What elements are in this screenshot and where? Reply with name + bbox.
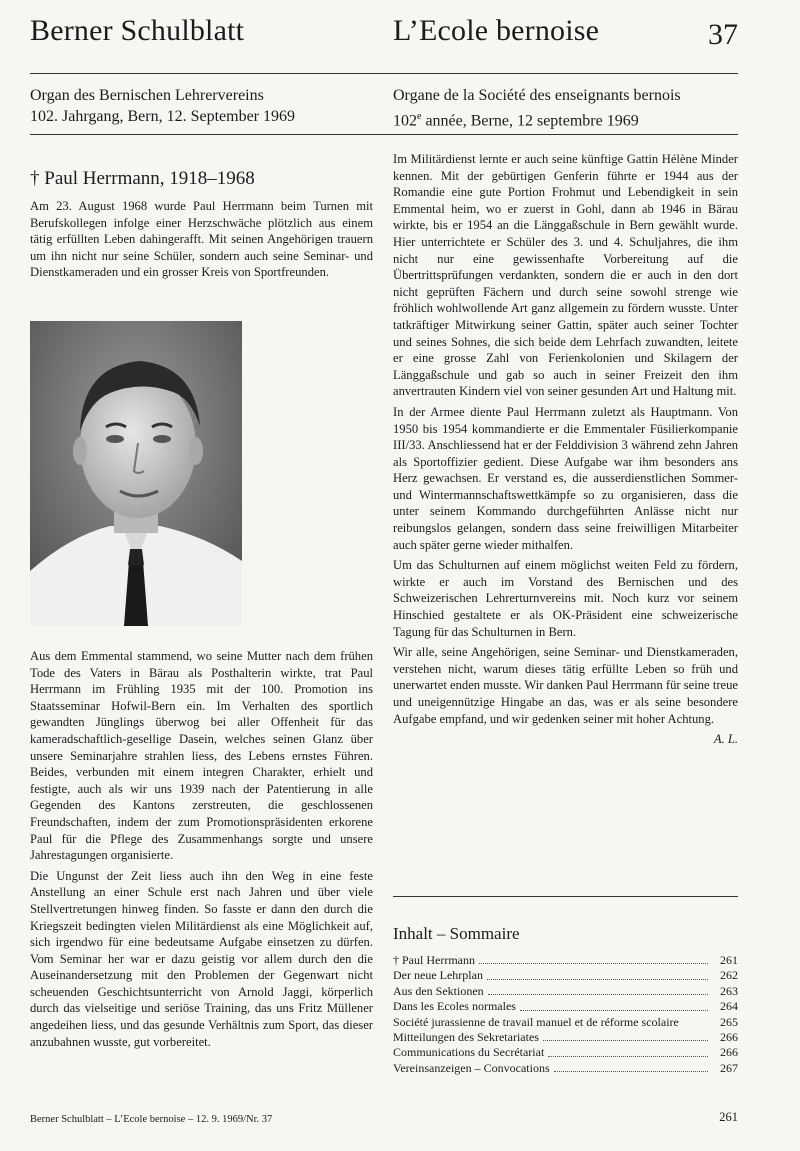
article-paragraph: Im Militärdienst lernte er auch seine künftige Gattin Hélène Minder kennen. Mit der gebürtigen Genferin führte er 1944 aus der Romandie eine gute Portion Frohmut und Lebendigkeit in sein Emmental heim, wo er zuerst in Gohl, dann ab 1946 in Bärau wirkte, bis er 1954 an die Länggaßschule in Bern gewählt wurde. Hier unterrichtete er Schüler des 3. und 4. Schuljahres, die ihm nicht nur eine gewissenhafte Vorbereitung auf die Übertrittsprüfungen verdankten, sondern die er auch in den dort nicht geprüften Fächern und durch seine sowohl strenge wie fröhlich wohlwollende Art ganz allgemein zu fördern wusste. Unter tatkräftiger Mitwirkung seiner Gattin, später auch seiner Tochter und seines Sohnes, die sich beide dem Lehrfach zuwandten, leitete er eine grosse Zahl von Ferienkolonien und Skilagern der Länggaßschule und gab so auch in seiner Freizeit den ihm anvertrauten Kindern viel von seiner gesunden Art und Haltung mit. (393, 152, 738, 399)
article-paragraph: Aus dem Emmental stammend, wo seine Mutter nach dem frühen Tode des Vaters in Bärau als Posthalterin wirkte, trat Paul Herrmann im Frühling 1935 mit der 100. Promotion ins Staatsseminar Hofwil-Bern ein. Im Verhalten des sportlich gewandten Jünglings überwog bei aller Offenheit für das kameradschaftlich-gesellige Dasein, welches seinen Glanz über unsere Seminarjahre strahlen liess, des Lebens ernstes Führen. Beides, verbunden mit einem integren Charakter, erhielt und festigte, auch als wir uns 1939 nach der Patentierung in alle Gegenden des Kantons zerstreuten, die geschlossenen Freundschaften, indem der zum Promotionspräsidenten erkorene Paul für die Pflege des Zusammenhangs sorgte und unsere Jahrestagungen organisierte. (30, 649, 373, 863)
contents-item (393, 984, 738, 999)
contents-item-label: Communications du Secrétariat (393, 1045, 545, 1060)
article-intro-paragraph: Am 23. August 1968 wurde Paul Herrmann beim Turnen mit Berufskollegen infolge einer Herzschwäche plötzlich aus einem tätig erfüllten Leben dahingerafft. Mit seinen Angehörigen trauern um ihn nicht nur seine Schüler, sondern auch seine Seminar- und Dienstkameraden und ein grosser Kreis von Sportfreunden. (30, 199, 373, 280)
organ-de-line1: Organ des Bernischen Lehrervereins (30, 87, 264, 104)
article-paragraph: Um das Schulturnen auf einem möglichst weiten Feld zu fördern, wirkte er auch im Vorstand des Bernischen und des Schweizerischen Lehrerturnvereins mit. Noch kurz vor seinem Hinschied gestaltete er als OK-Präsident eine schweizerische Tagung für das Schulturnen in Bern. (393, 558, 738, 639)
contents-dots (479, 963, 708, 964)
contents-item-page: 261 (720, 953, 738, 967)
contents-item-page: 264 (720, 999, 738, 1014)
contents-item (393, 953, 738, 968)
footer-page-number: 261 (719, 1110, 738, 1124)
contents-item-label: † Paul Herrmann (393, 953, 475, 967)
portrait-photo (30, 321, 242, 626)
contents-item-page: 266 (720, 1045, 738, 1060)
contents-dots (554, 1071, 708, 1072)
contents-dots (488, 994, 708, 995)
portrait-image (30, 321, 242, 626)
contents-item (393, 999, 738, 1014)
contents-item-page: 266 (720, 1030, 738, 1045)
contents-item (393, 1061, 738, 1076)
article-paragraph: Die Ungunst der Zeit liess auch ihn den Weg in eine feste Anstellung an einer Schule erst nach Jahren und über viele Stellvertretungen hinweg finden. So fasste er dann den durch die Kriegszeit bedingten vielen Militärdienst als eine Möglichkeit auf, sich irgendwo für eine bedeutsame Aufgabe einsetzen zu dürfen. Vom Seminar her war er dazu geistig vor allem durch den die Auseinandersetzung mit den Problemen der Gegenwart nicht scheuenden Geschichtsunterricht von Arnold Jaggi, körperlich durch das vielseitige und seriöse Training, das uns Fritz Müllener angedeihen liess, und das gesunde Verhältnis zum Sport, das dieser anzubahnen wusste, gut vorbereitet. (30, 868, 373, 1049)
organ-fr-year-number: 102 (393, 112, 417, 130)
contents-item-label: Mitteilungen des Sekretariates (393, 1030, 539, 1045)
contents-item-label: Aus den Sektionen (393, 983, 484, 998)
article-right-column (393, 151, 738, 748)
contents-dots (543, 1040, 708, 1041)
article-intro (30, 198, 373, 281)
organ-rule (30, 134, 738, 135)
page-footer: Berner Schulblatt – L’Ecole bernoise – 12. 9. 1969/Nr. 37 (30, 1114, 273, 1125)
organ-fr-line2 (393, 106, 738, 131)
contents-item-label: Dans les Ecoles normales (393, 999, 516, 1014)
organ-fr (393, 85, 738, 131)
contents-rule (393, 896, 738, 897)
organ-fr-date: année, Berne, 12 septembre 1969 (421, 112, 639, 130)
contents-dots (487, 979, 708, 980)
contents-item (393, 1045, 738, 1060)
contents-item-label: Société jurassienne de travail manuel et de réforme scolaire (393, 1014, 679, 1029)
organ-de-line2: 102. Jahrgang, Bern, 12. September 1969 (30, 108, 295, 125)
article-left-column (30, 648, 373, 1050)
contents-item-page: 265 (720, 1014, 738, 1029)
contents-title: Inhalt – Sommaire (393, 924, 520, 943)
organ-de (30, 85, 375, 127)
issue-number: 37 (708, 18, 738, 51)
contents-dots (548, 1056, 708, 1057)
article-title: † Paul Herrmann, 1918–1968 (30, 168, 255, 189)
masthead-title-de: Berner Schulblatt (30, 14, 245, 47)
organ-fr-line1: Organe de la Société des enseignants bernois (393, 87, 681, 104)
masthead-title-fr: L’Ecole bernoise (393, 14, 600, 47)
contents-list (393, 953, 738, 1076)
contents-item (393, 1030, 738, 1045)
contents-item-label: Der neue Lehrplan (393, 968, 483, 983)
article-signature: A. L. (713, 732, 738, 747)
article-paragraph: In der Armee diente Paul Herrmann zuletzt als Hauptmann. Von 1950 bis 1954 kommandierte er die Emmentaler Füsilierkompanie III/33. Anschliessend hat er der Felddivision 3 während zehn Jahren als Sportoffizier gedient. Diese Aufgabe war ihm besonders ans Herz gewachsen. Er verstand es, die ausserdienstlichen Sommer- und Wintermannschaftswettkämpfe so zu organisieren, dass die unter seinem Kommando durchgeführten Anlässe nicht nur reibungslos gelangen, sondern dass seine freiwilligen Mitarbeiter auch später gerne wieder mithalfen. (393, 404, 738, 552)
contents-item-page: 267 (720, 1060, 738, 1075)
article-paragraph: Wir alle, seine Angehörigen, seine Seminar- und Dienstkameraden, verstehen nicht, warum dieses tätig erfüllte Leben so früh und unerwartet enden musste. Wir danken Paul Herrmann für seine treue und uneigennützige Hingabe an das, was er als seine besondere Aufgabe empfand, und wir gedenken seiner mit hoher Achtung. (393, 645, 738, 726)
contents-item-page: 263 (720, 983, 738, 998)
contents-item-page: 262 (720, 968, 738, 983)
contents-item (393, 1015, 738, 1030)
contents-item (393, 968, 738, 983)
organ-fr-year-suffix: e (417, 111, 422, 122)
header-rule-right (318, 73, 738, 74)
contents-item-label: Vereinsanzeigen – Convocations (393, 1060, 550, 1075)
contents-dots (520, 1010, 708, 1011)
